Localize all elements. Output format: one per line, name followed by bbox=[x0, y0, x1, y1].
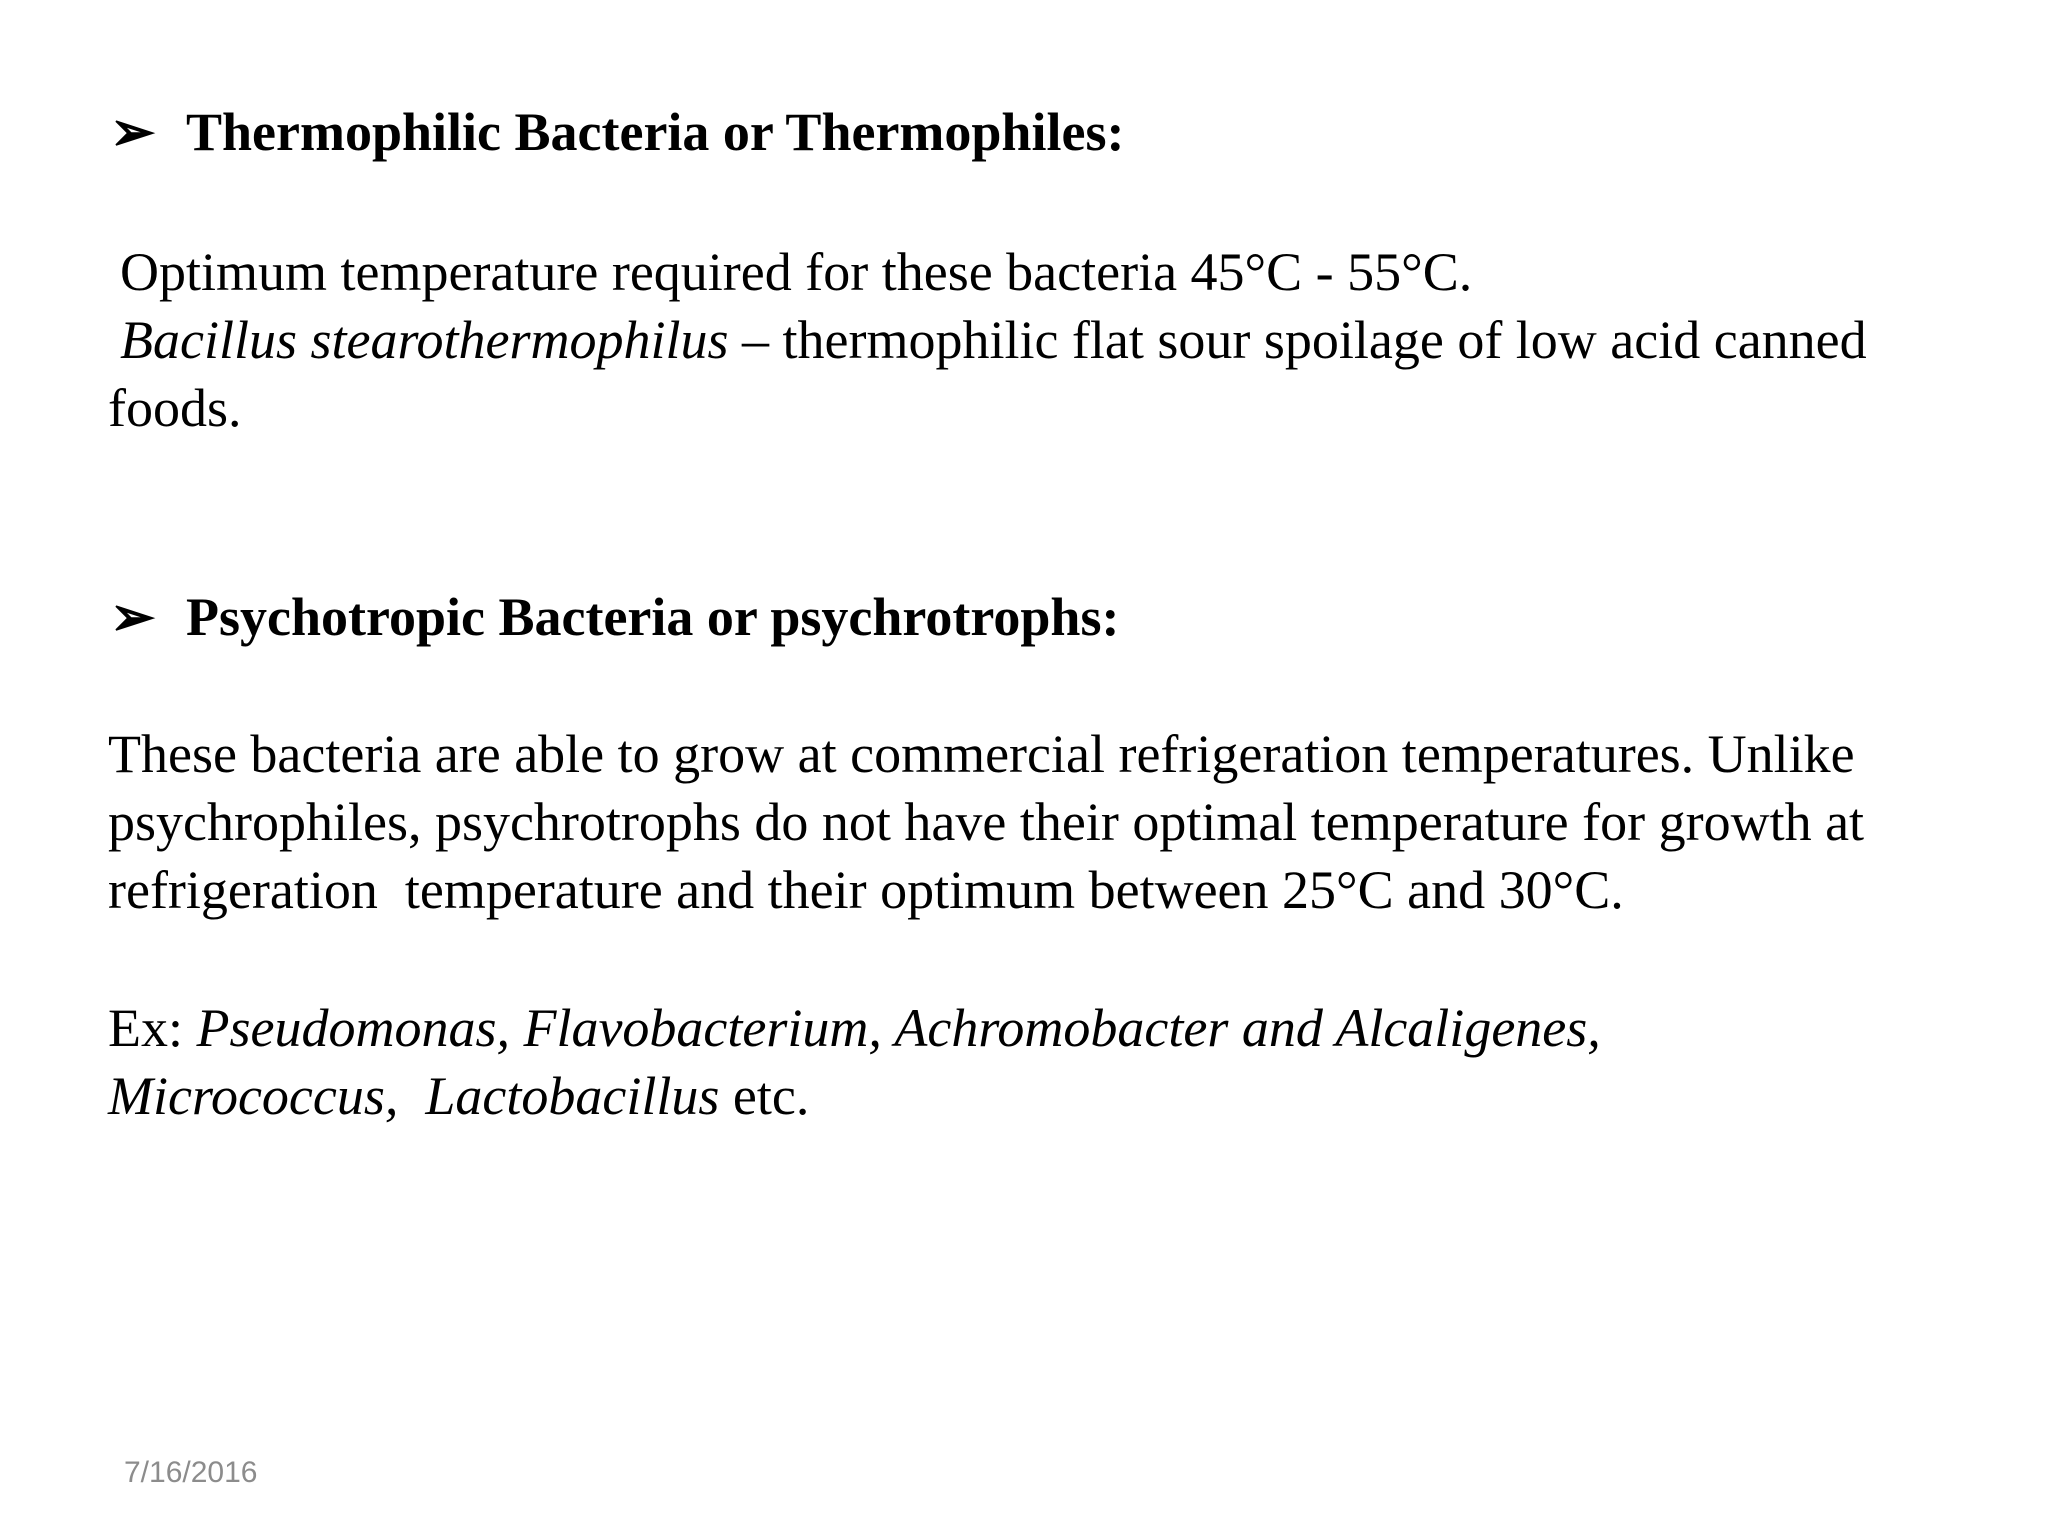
examples-species-1: Pseudomonas, Flavobacterium, Achromobacter and Alcaligenes, bbox=[196, 998, 1601, 1058]
examples-species-2: Micrococcus, Lactobacillus bbox=[108, 1066, 720, 1126]
thermophiles-line-3: foods. bbox=[108, 378, 242, 438]
psychrotrophs-description bbox=[108, 720, 2008, 924]
thermophiles-line-2 bbox=[108, 306, 2008, 374]
psychrotrophs-line-2: psychrophiles, psychrotrophs do not have their optimal temperature for growth at bbox=[108, 792, 1865, 852]
thermophiles-description bbox=[108, 238, 2008, 442]
psychrotrophs-line-1: These bacteria are able to grow at commercial refrigeration temperatures. Unlike bbox=[108, 724, 1855, 784]
examples-prefix: Ex: bbox=[108, 998, 197, 1058]
thermophiles-heading bbox=[110, 100, 1124, 164]
examples-suffix: etc. bbox=[719, 1066, 810, 1126]
arrow-bullet-icon: ➢ bbox=[110, 102, 156, 162]
arrow-bullet-icon: ➢ bbox=[110, 587, 156, 647]
psychrotrophs-heading bbox=[110, 585, 1119, 649]
species-name: Bacillus stearothermophilus bbox=[120, 310, 729, 370]
psychrotrophs-examples bbox=[108, 994, 2008, 1130]
thermophiles-line-2-text: – thermophilic flat sour spoilage of low acid canned bbox=[728, 310, 1867, 370]
examples-line-1 bbox=[108, 994, 2008, 1062]
thermophiles-heading-text: Thermophilic Bacteria or Thermophiles: bbox=[186, 102, 1125, 162]
psychrotrophs-line-3: refrigeration temperature and their optimum between 25°C and 30°C. bbox=[108, 860, 1624, 920]
examples-line-2 bbox=[108, 1062, 2008, 1130]
thermophiles-line-1: Optimum temperature required for these bacteria 45°C - 55°C. bbox=[120, 242, 1473, 302]
footer-date: 7/16/2016 bbox=[124, 1456, 258, 1489]
psychrotrophs-heading-text: Psychotropic Bacteria or psychrotrophs: bbox=[186, 587, 1120, 647]
